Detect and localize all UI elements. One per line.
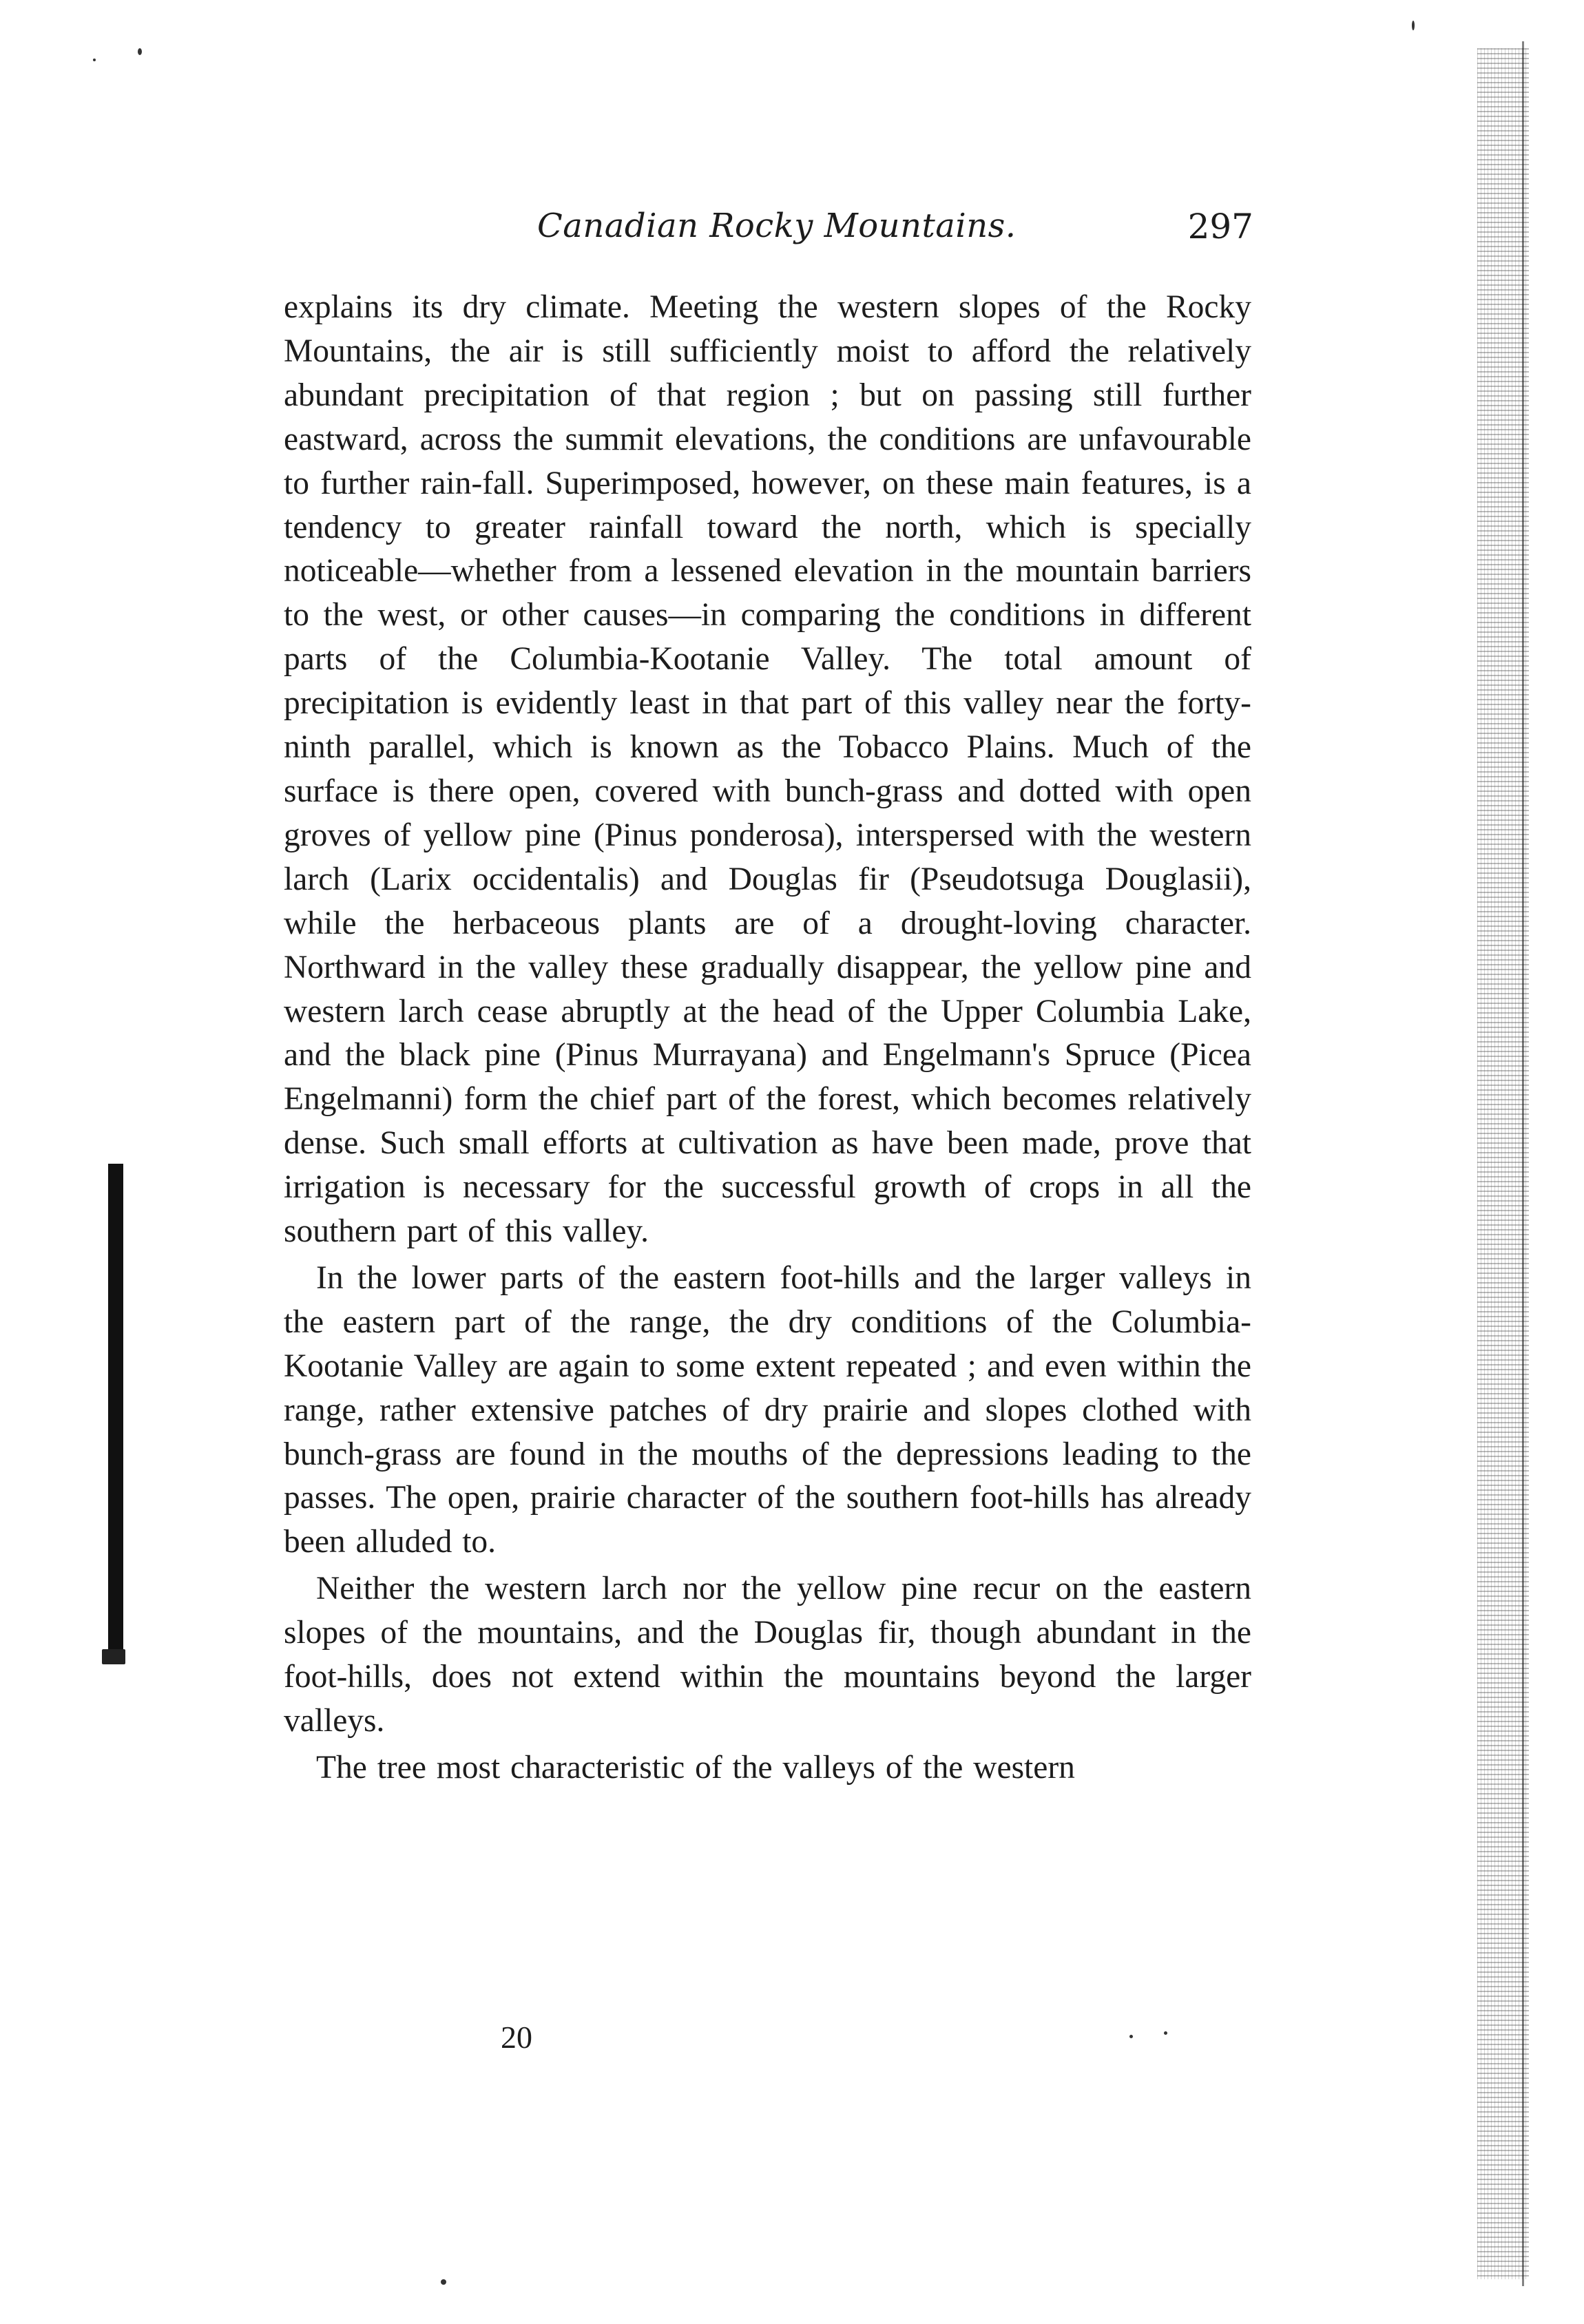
paragraph-2: In the lower parts of the eastern foot-hills and the larger valleys in the eastern part of the range, the dry conditions of the Columbia-Kootanie Valley are again to some extent repeated ; and even within the range, rather extensive patches of dry prairie and slopes clothed with bunch-grass are found in the mouths of the depressions leading to the passes. The open, prairie character of the southern foot-hills has already been alluded to.	[284, 1259, 1251, 1560]
body-text	[284, 286, 1251, 1793]
paragraph-3: Neither the western larch nor the yellow pine recur on the eastern slopes of the mountains, and the Douglas fir, though abundant in the foot-hills, does not extend within the mountains beyond the larger valleys.	[284, 1571, 1251, 1739]
scan-binding-line	[1522, 41, 1524, 2286]
paragraph-4: The tree most characteristic of the valleys of the western	[316, 1749, 1075, 1786]
scan-speck	[1412, 21, 1415, 30]
running-title: Canadian Rocky Mountains.	[537, 207, 1017, 245]
scan-speck	[1129, 2035, 1133, 2038]
scan-speck	[1164, 2031, 1167, 2035]
page-header	[289, 207, 1253, 262]
scan-speck	[441, 2279, 446, 2285]
signature-mark: 20	[501, 2020, 532, 2055]
scan-speck	[93, 59, 96, 61]
scan-margin-bar	[108, 1164, 123, 1660]
page-number: 297	[1187, 207, 1253, 247]
paragraph-1: explains its dry climate. Meeting the western slopes of the Rocky Mountains, the air is still sufficiently moist to afford the relatively abundant precipitation of that region ; but on passing still further eastward, across the summit elevations, the conditions are unfavourable to further rain-fall. Superimposed, however, on these main features, is a tendency to greater rainfall toward the north, which is specially noticeable—whether from a lessened elevation in the mountain barriers to the west, or other causes—in comparing the conditions in different parts of the Columbia-Kootanie Valley. The total amount of precipitation is evidently least in that part of this valley near the forty-ninth parallel, which is known as the Tobacco Plains. Much of the surface is there open, covered with bunch-grass and dotted with open groves of yellow pine (Pinus ponderosa), interspersed with the western larch (Larix occidentalis) and Douglas fir (Pseudotsuga Douglasii), while the herbaceous plants are of a drought-loving character. Northward in the valley these gradually disappear, the yellow pine and western larch cease abruptly at the head of the Upper Columbia Lake, and the black pine (Pinus Murrayana) and Engelmann's Spruce (Picea Engelmanni) form the chief part of the forest, which becomes relatively dense. Such small efforts at cultivation as have been made, prove that irrigation is necessary for the successful growth of crops in all the southern part of this valley.	[284, 289, 1251, 1250]
scan-margin-bar-foot	[102, 1649, 125, 1664]
scan-speck	[138, 48, 142, 55]
scan-binding-edge	[1477, 48, 1529, 2279]
